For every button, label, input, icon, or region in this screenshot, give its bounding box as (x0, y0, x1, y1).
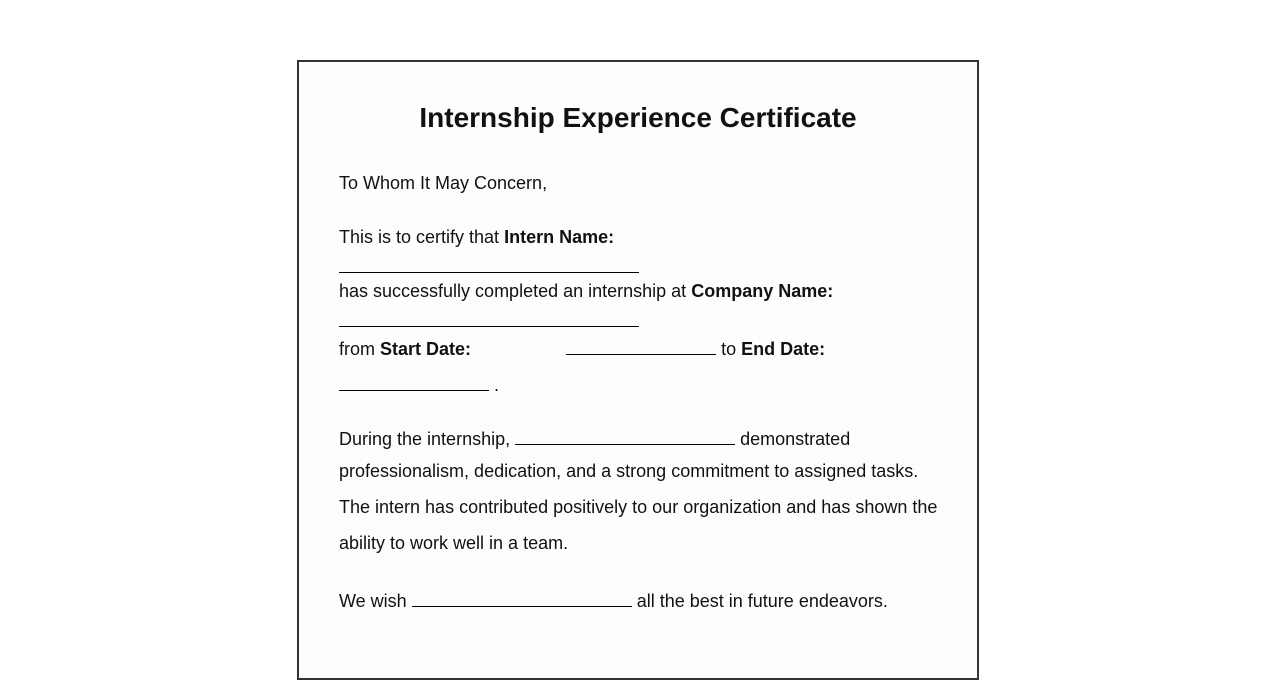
start-date-label: Start Date: (380, 339, 472, 359)
internship-paragraph-line3: The intern has contributed positively to our organization and has shown the (339, 497, 938, 517)
wish-suffix-text: all the best in future endeavors. (636, 591, 888, 611)
wish-text: We wish (339, 591, 407, 611)
to-word: to (721, 339, 737, 359)
certificate-card (297, 60, 979, 680)
start-date-field[interactable] (566, 334, 716, 355)
internship-paragraph-line2: professionalism, dedication, and a strong commitment to assigned tasks. (339, 461, 919, 481)
certify-text: This is to certify that (339, 227, 500, 247)
company-name-field-row (339, 306, 639, 332)
completed-line (339, 280, 833, 302)
internship-paragraph-line1 (339, 424, 850, 450)
end-date-label: End Date: (741, 339, 826, 359)
during-text: During the internship, (339, 429, 511, 449)
wish-line (339, 586, 888, 612)
certify-line (339, 226, 614, 248)
intern-name-field-row (339, 252, 639, 278)
period-mark: . (494, 375, 500, 395)
salutation: To Whom It May Concern, (339, 173, 548, 193)
intern-name-label: Intern Name: (504, 227, 615, 247)
from-word: from (339, 339, 375, 359)
company-name-label: Company Name: (691, 281, 834, 301)
dates-line (339, 334, 825, 360)
internship-paragraph-line4: ability to work well in a team. (339, 533, 569, 553)
intern-name-field[interactable] (339, 252, 639, 273)
completed-text: has successfully completed an internship at (339, 281, 687, 301)
demonstrated-text: demonstrated (740, 429, 851, 449)
wish-name-field[interactable] (412, 586, 632, 607)
end-date-field[interactable] (339, 370, 489, 391)
company-name-field[interactable] (339, 306, 639, 327)
intern-name-inline-field[interactable] (515, 424, 735, 445)
certificate-title: Internship Experience Certificate (419, 102, 857, 133)
end-date-field-row (339, 370, 499, 396)
